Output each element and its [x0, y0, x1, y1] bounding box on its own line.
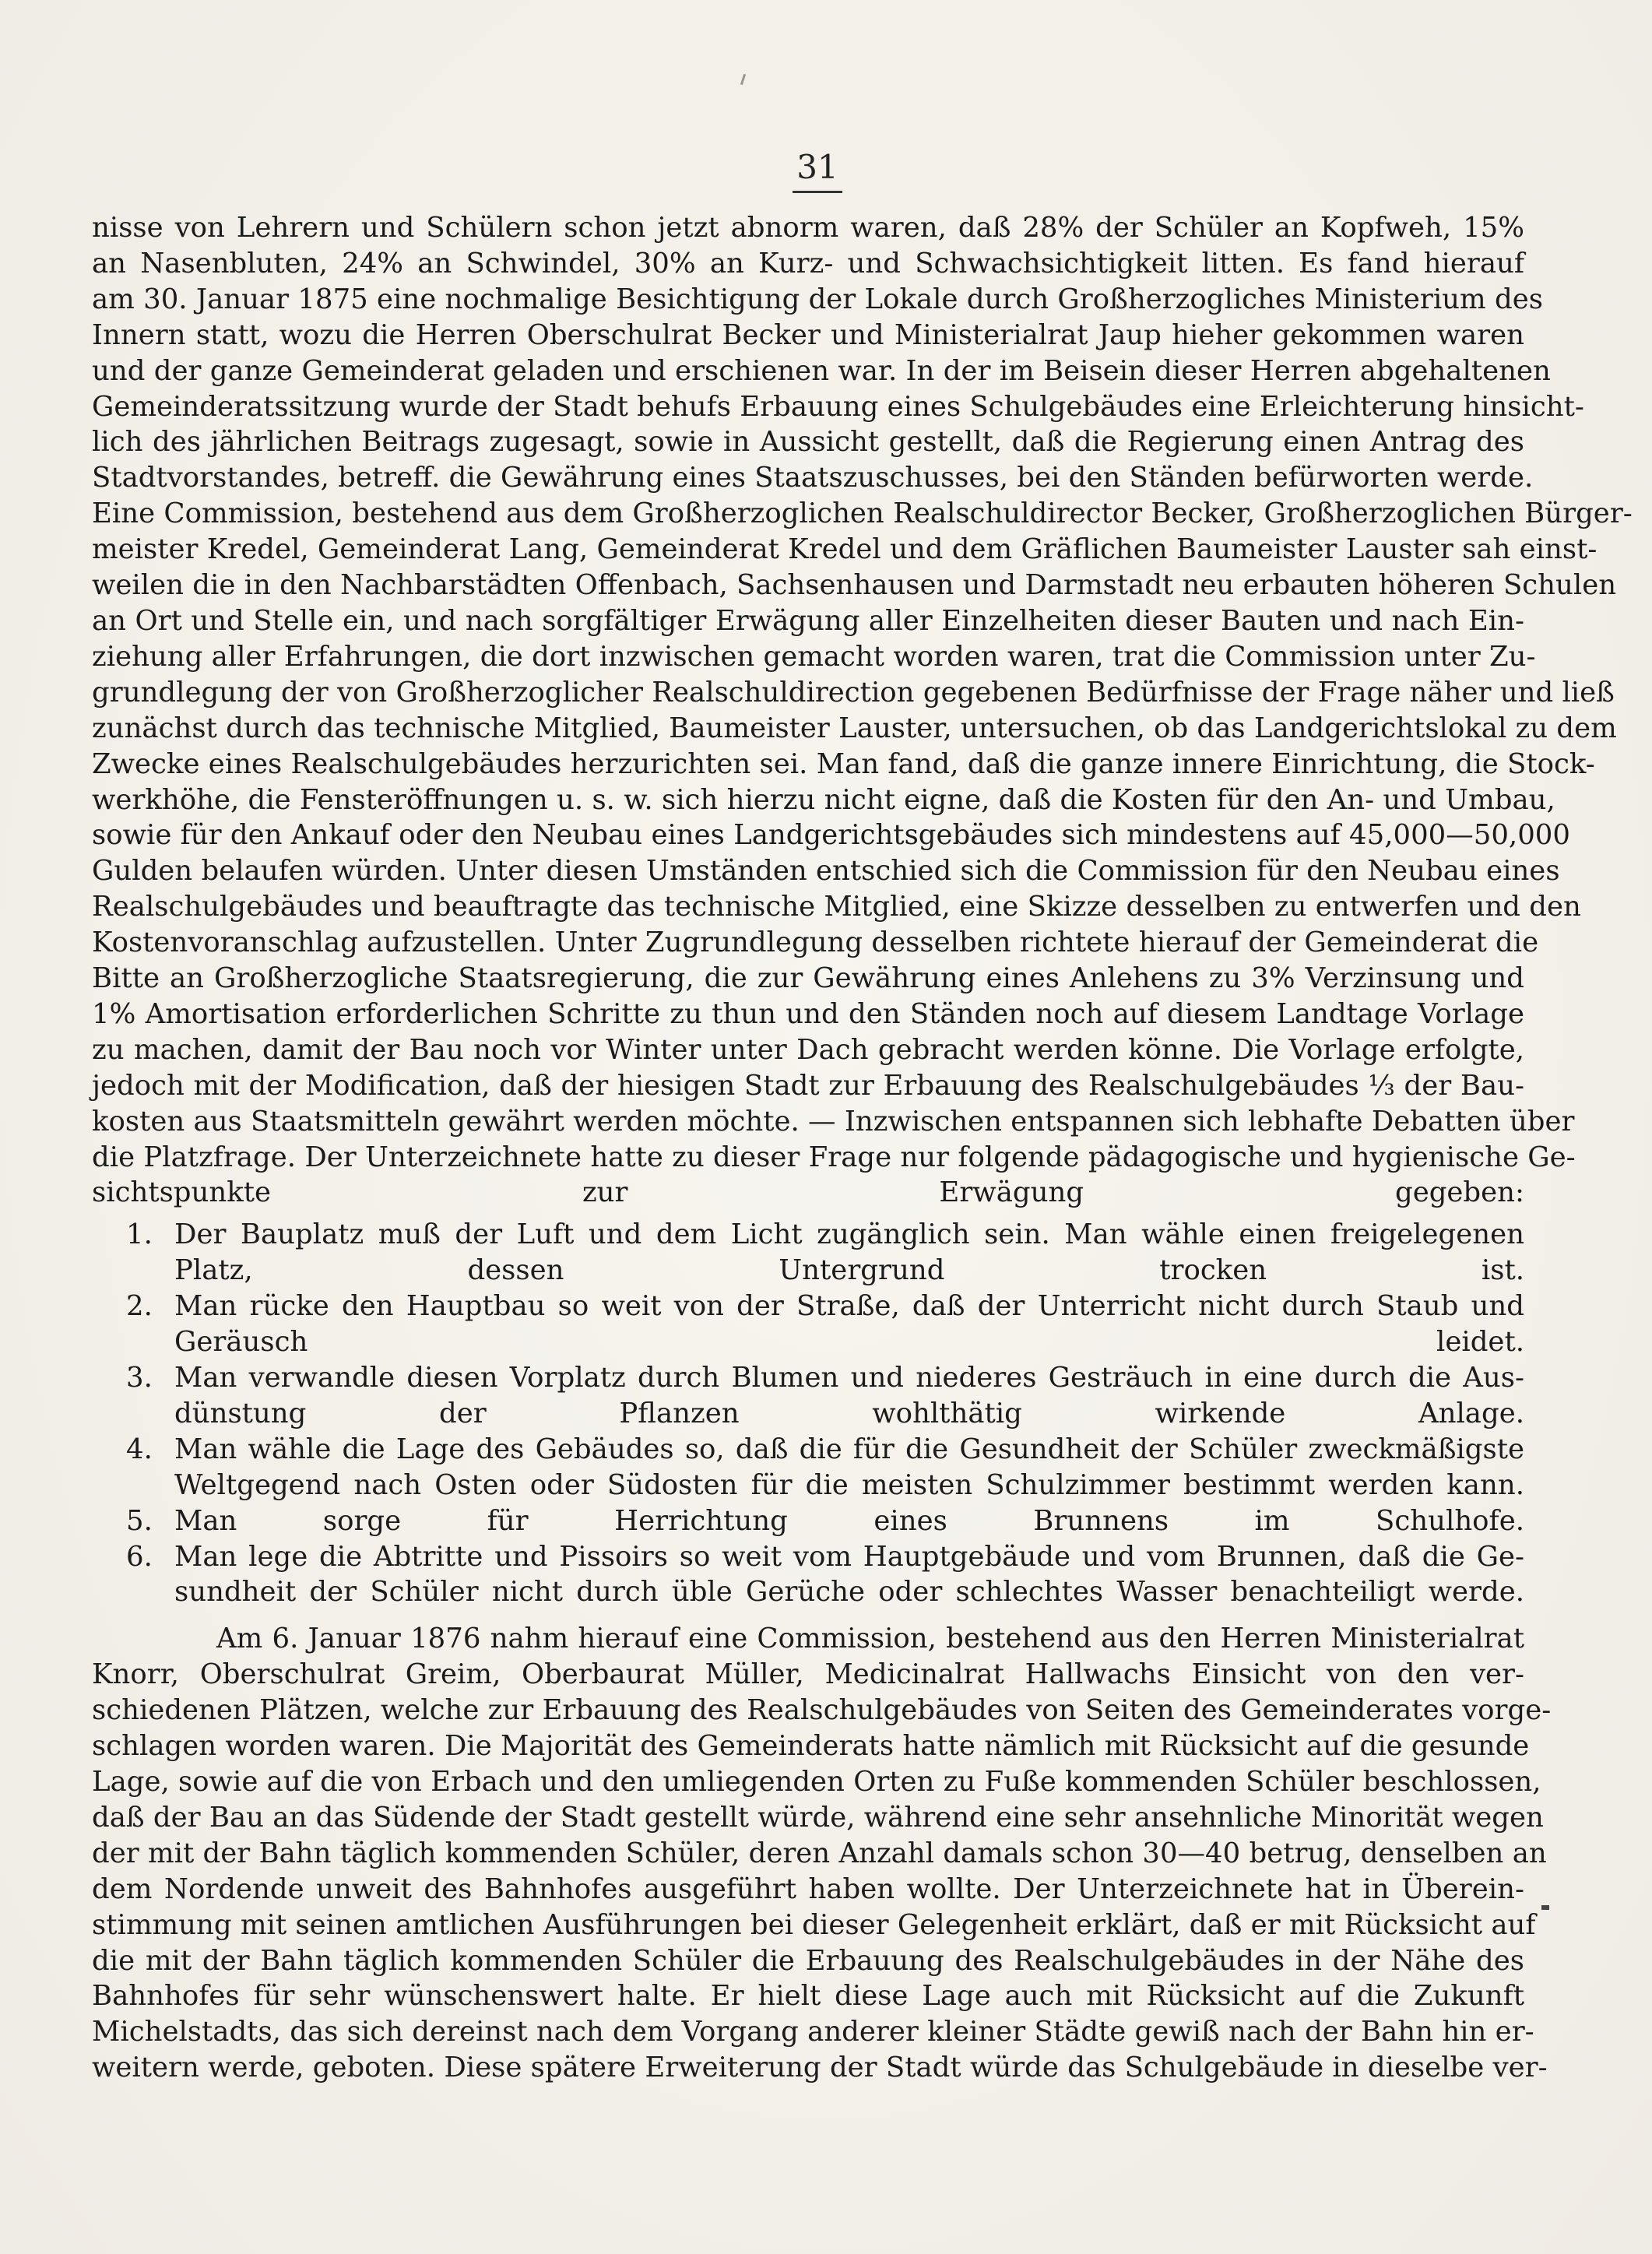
text-line: Gemeinderatssitzung wurde der Stadt behufs Erbauung eines Schulgebäudes eine Erleichterung hinsicht-: [92, 390, 1584, 423]
text-line: schlagen worden waren. Die Majorität des Gemeinderats hatte nämlich mit Rücksicht auf die gesunde: [92, 1730, 1530, 1763]
text-line: werkhöhe, die Fensteröffnungen u. s. w. sich hierzu nicht eigne, daß die Kosten für den An- und Umbau,: [92, 783, 1555, 816]
text-line: grundlegung der von Großherzoglicher Realschuldirection gegebenen Bedürfnisse der Frage näher und ließ: [92, 676, 1615, 709]
text-line: Geräusch leidet.: [174, 1326, 1524, 1359]
text-line: Knorr, Oberschulrat Greim, Oberbaurat Müller, Medicinalrat Hallwachs Einsicht von den ver-: [92, 1658, 1524, 1691]
text-line: dem Nordende unweit des Bahnhofes ausgeführt haben wollte. Der Unterzeichnete hat in Überein-: [92, 1872, 1524, 1905]
list-item: [92, 1539, 1524, 1611]
text-line: kosten aus Staatsmitteln gewährt werden möchte. — Inzwischen entspannen sich lebhafte Debatten über: [92, 1105, 1575, 1138]
text-line: jedoch mit der Modification, daß der hiesigen Stadt zur Erbauung des Realschulgebäudes ⅓ der Bau-: [92, 1069, 1524, 1102]
text-line: weilen die in den Nachbarstädten Offenbach, Sachsenhausen und Darmstadt neu erbauten höheren Schulen: [92, 569, 1617, 602]
body-text: [92, 210, 1633, 2086]
text-line: sundheit der Schüler nicht durch üble Gerüche oder schlechtes Wasser benachteiligt werde.: [174, 1576, 1524, 1609]
text-line: Man verwandle diesen Vorplatz durch Blumen und niederes Gesträuch in eine durch die Aus-: [174, 1362, 1524, 1394]
text-line: der mit der Bahn täglich kommenden Schüler, deren Anzahl damals schon 30—40 betrug, denselben an: [92, 1837, 1547, 1869]
text-line: am 30. Januar 1875 eine nochmalige Besichtigung der Lokale durch Großherzogliches Ministerium des: [92, 283, 1543, 315]
list-text: [174, 1360, 1524, 1432]
text-line: weitern werde, geboten. Diese spätere Erweiterung der Stadt würde das Schulgebäude in dieselbe ver-: [92, 2052, 1548, 2084]
ink-mark: [740, 74, 746, 85]
text-line: und der ganze Gemeinderat geladen und erschienen war. In der im Beisein dieser Herren abgehaltenen: [92, 354, 1551, 387]
text-line: sichtspunkte zur Erwägung gegeben:: [92, 1176, 1524, 1209]
text-line: Eine Commission, bestehend aus dem Großherzoglichen Realschuldirector Becker, Großherzoglichen Bürger-: [92, 498, 1633, 530]
text-line: Bahnhofes für sehr wünschenswert halte. Er hielt diese Lage auch mit Rücksicht auf die Zukunft: [92, 1980, 1524, 2013]
text-line: die Platzfrage. Der Unterzeichnete hatte zu dieser Frage nur folgende pädagogische und hygienische Ge-: [92, 1141, 1576, 1173]
text-line: Man sorge für Herrichtung eines Brunnens im Schulhofe.: [174, 1504, 1524, 1537]
text-line: Man rücke den Hauptbau so weit von der Straße, daß der Unterricht nicht durch Staub und: [174, 1290, 1524, 1323]
list-text: [174, 1432, 1524, 1503]
text-line: meister Kredel, Gemeinderat Lang, Gemeinderat Kredel und dem Gräflichen Baumeister Lauster sah einst-: [92, 533, 1598, 566]
paragraph-2: [92, 1621, 1552, 2086]
list-item: [92, 1432, 1524, 1503]
text-line: stimmung mit seinen amtlichen Ausführungen bei dieser Gelegenheit erklärt, daß er mit Rücksicht auf: [92, 1908, 1536, 1941]
list-text: [174, 1539, 1524, 1611]
text-line: daß der Bau an das Südende der Stadt gestellt würde, während eine sehr ansehnliche Minorität wegen: [92, 1801, 1544, 1834]
list-number: 4.: [126, 1433, 153, 1465]
list-item: [92, 1217, 1524, 1289]
text-line: Stadtvorstandes, betreff. die Gewährung eines Staatszuschusses, bei den Ständen befürworten werde.: [92, 462, 1534, 494]
list-item: [92, 1503, 1524, 1539]
list-number: 5.: [126, 1504, 153, 1537]
text-line: Lage, sowie auf die von Erbach und den umliegenden Orten zu Fuße kommenden Schüler beschlossen,: [92, 1765, 1541, 1798]
text-line: Der Bauplatz muß der Luft und dem Licht zugänglich sein. Man wähle einen freigelegenen: [174, 1218, 1524, 1251]
list-number: 2.: [126, 1290, 153, 1323]
text-line: zunächst durch das technische Mitglied, Baumeister Lauster, untersuchen, ob das Landgerichtslokal zu dem: [92, 712, 1617, 744]
text-line: Am 6. Januar 1876 nahm hierauf eine Commission, bestehend aus den Herren Ministerialrat: [216, 1623, 1524, 1655]
text-line: Zwecke eines Realschulgebäudes herzurichten sei. Man fand, daß die ganze innere Einrichtung, die Stock-: [92, 747, 1595, 780]
text-line: nisse von Lehrern und Schülern schon jetzt abnorm waren, daß 28% der Schüler an Kopfweh, 15%: [92, 212, 1524, 244]
text-line: zu machen, damit der Bau noch vor Winter unter Dach gebracht werden könne. Die Vorlage erfolgte,: [92, 1033, 1524, 1066]
text-line: Gulden belaufen würden. Unter diesen Umständen entschied sich die Commission für den Neubau eines: [92, 855, 1560, 888]
page-number: 31: [793, 148, 842, 193]
text-line: lich des jährlichen Beitrags zugesagt, sowie in Aussicht gestellt, daß die Regierung einen Antrag des: [92, 426, 1524, 459]
text-line: Man lege die Abtritte und Pissoirs so weit vom Hauptgebäude und vom Brunnen, daß die Ge-: [174, 1540, 1524, 1573]
text-line: Platz, dessen Untergrund trocken ist.: [174, 1254, 1524, 1287]
text-line: Bitte an Großherzogliche Staatsregierung, die zur Gewährung eines Anlehens zu 3% Verzinsung und: [92, 962, 1524, 995]
text-line: Weltgegend nach Osten oder Südosten für die meisten Schulzimmer bestimmt werden kann.: [174, 1468, 1524, 1501]
text-line: Realschulgebäudes und beauftragte das technische Mitglied, eine Skizze desselben zu entwerfen und den: [92, 891, 1581, 923]
paragraph-1: [92, 210, 1633, 1211]
text-line: ziehung aller Erfahrungen, die dort inzwischen gemacht worden waren, trat die Commission unter Zu-: [92, 640, 1536, 673]
list-text: [174, 1503, 1524, 1539]
list-text: [174, 1289, 1524, 1360]
list-number: 3.: [126, 1362, 153, 1394]
text-line: Innern statt, wozu die Herren Oberschulrat Becker und Ministerialrat Jaup hieher gekommen waren: [92, 318, 1524, 351]
text-line: schiedenen Plätzen, welche zur Erbauung des Realschulgebäudes von Seiten des Gemeinderates vorge-: [92, 1694, 1552, 1727]
text-line: die mit der Bahn täglich kommenden Schüler die Erbauung des Realschulgebäudes in der Nähe des: [92, 1944, 1524, 1977]
list-item: [92, 1360, 1524, 1432]
list-item: [92, 1289, 1524, 1360]
text-line: sowie für den Ankauf oder den Neubau eines Landgerichtsgebäudes sich mindestens auf 45,000—50,000: [92, 819, 1570, 852]
text-line: Kostenvoranschlag aufzustellen. Unter Zugrundlegung desselben richtete hierauf der Gemeinderat die: [92, 927, 1539, 959]
numbered-list: [92, 1217, 1524, 1610]
text-line: Man wähle die Lage des Gebäudes so, daß die für die Gesundheit der Schüler zweckmäßigste: [174, 1433, 1524, 1465]
text-line: an Nasenbluten, 24% an Schwindel, 30% an Kurz- und Schwachsichtigkeit litten. Es fand hierauf: [92, 247, 1524, 280]
text-line: Michelstadts, das sich dereinst nach dem Vorgang anderer kleiner Städte gewiß nach der Bahn hin er-: [92, 2016, 1534, 2048]
list-text: [174, 1217, 1524, 1289]
text-line: dünstung der Pflanzen wohlthätig wirkende Anlage.: [174, 1397, 1524, 1429]
list-number: 6.: [126, 1540, 153, 1573]
list-number: 1.: [126, 1218, 153, 1251]
text-line: 1% Amortisation erforderlichen Schritte zu thun und den Ständen noch auf diesem Landtage Vorlage: [92, 997, 1524, 1030]
text-line: an Ort und Stelle ein, und nach sorgfältiger Erwägung aller Einzelheiten dieser Bauten und nach Ein-: [92, 604, 1524, 637]
margin-mark: [1541, 1905, 1549, 1910]
